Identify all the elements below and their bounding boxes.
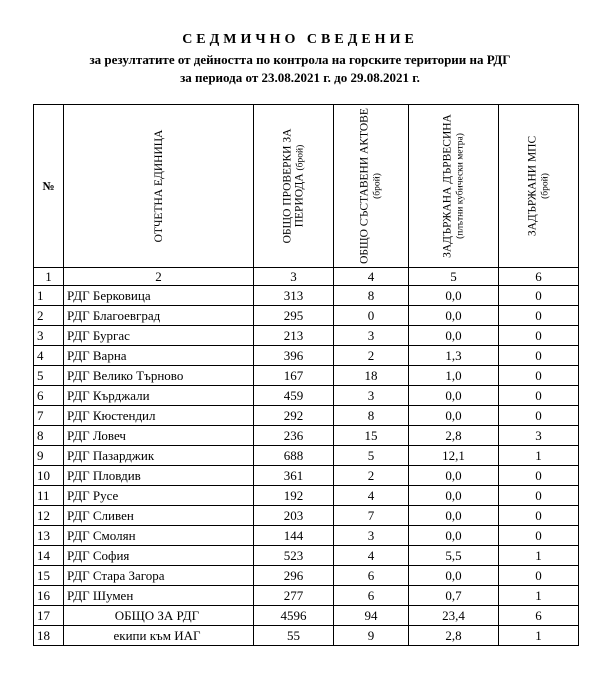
report-table: [33, 104, 579, 646]
row-unit: РДГ Кърджали: [64, 386, 254, 406]
row-checks: 523: [254, 546, 334, 566]
row-unit: РДГ Благоевград: [64, 306, 254, 326]
column-index-row: [34, 268, 579, 286]
row-unit: РДГ Велико Търново: [64, 366, 254, 386]
column-header-checks-unit: (брой): [295, 144, 305, 171]
row-mps: 0: [499, 566, 579, 586]
row-number: 4: [34, 346, 64, 366]
table-row: [34, 426, 579, 446]
table-row: [34, 366, 579, 386]
row-timber: 0,0: [409, 566, 499, 586]
row-checks: 167: [254, 366, 334, 386]
column-header-acts-label: ОБЩО СЪСТАВЕНИ АКТОВЕ: [358, 108, 371, 264]
row-acts: 4: [334, 546, 409, 566]
row-number: 9: [34, 446, 64, 466]
table-row: [34, 566, 579, 586]
column-header-checks-label: ОБЩО ПРОВЕРКИ ЗА ПЕРИОДА: [281, 128, 305, 244]
row-checks: 396: [254, 346, 334, 366]
table-row: [34, 386, 579, 406]
row-unit: РДГ Ловеч: [64, 426, 254, 446]
row-acts: 18: [334, 366, 409, 386]
row-acts: 3: [334, 526, 409, 546]
row-timber: 0,7: [409, 586, 499, 606]
row-acts: 4: [334, 486, 409, 506]
row-number: 15: [34, 566, 64, 586]
column-index: 5: [409, 268, 499, 286]
row-number: 7: [34, 406, 64, 426]
row-mps: 1: [499, 586, 579, 606]
row-mps: 0: [499, 306, 579, 326]
table-body: [34, 286, 579, 646]
column-header-timber: [409, 105, 499, 268]
column-index: 1: [34, 268, 64, 286]
column-header-mps-unit: (брой): [540, 173, 550, 199]
row-number: 10: [34, 466, 64, 486]
row-acts: 9: [334, 626, 409, 646]
row-mps: 0: [499, 486, 579, 506]
column-index: 3: [254, 268, 334, 286]
row-unit: РДГ София: [64, 546, 254, 566]
row-checks: 203: [254, 506, 334, 526]
row-timber: 12,1: [409, 446, 499, 466]
table-row: [34, 326, 579, 346]
row-number: 17: [34, 606, 64, 626]
row-checks: 688: [254, 446, 334, 466]
table-row: [34, 486, 579, 506]
row-acts: 8: [334, 406, 409, 426]
row-checks: 313: [254, 286, 334, 306]
row-mps: 6: [499, 606, 579, 626]
table-row: [34, 346, 579, 366]
row-checks: 277: [254, 586, 334, 606]
document-subtitle: за резултатите от дейността по контрола на горските територии на РДГ: [89, 52, 511, 67]
row-mps: 3: [499, 426, 579, 446]
row-checks: 361: [254, 466, 334, 486]
document-title: СЕДМИЧНО СВЕДЕНИЕ: [182, 32, 418, 47]
row-number: 2: [34, 306, 64, 326]
row-checks: 236: [254, 426, 334, 446]
row-unit: РДГ Варна: [64, 346, 254, 366]
column-header-acts-unit: (брой): [372, 173, 383, 199]
row-timber: 0,0: [409, 306, 499, 326]
row-timber: 23,4: [409, 606, 499, 626]
row-timber: 0,0: [409, 386, 499, 406]
table-row: [34, 306, 579, 326]
table-row: [34, 406, 579, 426]
row-mps: 0: [499, 406, 579, 426]
row-acts: 8: [334, 286, 409, 306]
table-row: [34, 506, 579, 526]
row-mps: 0: [499, 506, 579, 526]
row-acts: 94: [334, 606, 409, 626]
row-timber: 0,0: [409, 326, 499, 346]
row-unit: РДГ Русе: [64, 486, 254, 506]
row-checks: 213: [254, 326, 334, 346]
row-acts: 7: [334, 506, 409, 526]
table-row: [34, 526, 579, 546]
row-timber: 0,0: [409, 466, 499, 486]
table-row: [34, 466, 579, 486]
table-row: [34, 286, 579, 306]
row-unit: РДГ Бургас: [64, 326, 254, 346]
row-checks: 296: [254, 566, 334, 586]
row-timber: 1,0: [409, 366, 499, 386]
row-checks: 4596: [254, 606, 334, 626]
row-number: 14: [34, 546, 64, 566]
row-mps: 1: [499, 546, 579, 566]
row-number: 5: [34, 366, 64, 386]
row-mps: 0: [499, 526, 579, 546]
row-unit: РДГ Стара Загора: [64, 566, 254, 586]
row-number: 8: [34, 426, 64, 446]
column-index: 2: [64, 268, 254, 286]
row-mps: 0: [499, 286, 579, 306]
row-acts: 15: [334, 426, 409, 446]
row-mps: 0: [499, 346, 579, 366]
row-unit: РДГ Смолян: [64, 526, 254, 546]
row-timber: 2,8: [409, 626, 499, 646]
row-acts: 3: [334, 386, 409, 406]
table-row: [34, 446, 579, 466]
row-unit: РДГ Сливен: [64, 506, 254, 526]
column-header-mps: [499, 105, 579, 268]
row-timber: 5,5: [409, 546, 499, 566]
row-mps: 0: [499, 466, 579, 486]
row-checks: 144: [254, 526, 334, 546]
row-timber: 0,0: [409, 286, 499, 306]
row-timber: 2,8: [409, 426, 499, 446]
row-unit: ОБЩО ЗА РДГ: [64, 606, 254, 626]
column-index: 4: [334, 268, 409, 286]
column-header-mps-label: ЗАДЪРЖАНИ МПС: [526, 135, 538, 237]
column-header-acts: [334, 105, 409, 268]
table-header-row: [34, 105, 579, 268]
column-header-unit: [64, 105, 254, 268]
row-mps: 1: [499, 626, 579, 646]
row-timber: 1,3: [409, 346, 499, 366]
row-unit: екипи към ИАГ: [64, 626, 254, 646]
column-header-number: №: [34, 105, 64, 268]
column-header-timber-unit: (плътни кубически метра): [455, 133, 465, 239]
column-header-checks: [254, 105, 334, 268]
row-mps: 0: [499, 386, 579, 406]
row-acts: 2: [334, 466, 409, 486]
row-number: 11: [34, 486, 64, 506]
row-unit: РДГ Шумен: [64, 586, 254, 606]
column-header-unit-label: ОТЧЕТНА ЕДИНИЦА: [152, 129, 165, 243]
row-acts: 6: [334, 566, 409, 586]
row-timber: 0,0: [409, 486, 499, 506]
row-timber: 0,0: [409, 506, 499, 526]
row-acts: 2: [334, 346, 409, 366]
table-row: [34, 586, 579, 606]
row-number: 13: [34, 526, 64, 546]
row-checks: 292: [254, 406, 334, 426]
row-timber: 0,0: [409, 526, 499, 546]
column-header-timber-label: ЗАДЪРЖАНА ДЪРВЕСИНА: [441, 114, 453, 258]
row-number: 3: [34, 326, 64, 346]
document-period: за периода от 23.08.2021 г. до 29.08.2021 г.: [180, 70, 420, 85]
row-acts: 5: [334, 446, 409, 466]
row-unit: РДГ Пловдив: [64, 466, 254, 486]
row-mps: 0: [499, 326, 579, 346]
table-row: [34, 606, 579, 626]
row-mps: 1: [499, 446, 579, 466]
row-unit: РДГ Пазарджик: [64, 446, 254, 466]
row-acts: 0: [334, 306, 409, 326]
row-acts: 6: [334, 586, 409, 606]
row-checks: 55: [254, 626, 334, 646]
row-unit: РДГ Берковица: [64, 286, 254, 306]
row-checks: 459: [254, 386, 334, 406]
column-index: 6: [499, 268, 579, 286]
row-timber: 0,0: [409, 406, 499, 426]
row-checks: 295: [254, 306, 334, 326]
row-checks: 192: [254, 486, 334, 506]
table-row: [34, 626, 579, 646]
row-number: 18: [34, 626, 64, 646]
row-number: 1: [34, 286, 64, 306]
table-row: [34, 546, 579, 566]
row-unit: РДГ Кюстендил: [64, 406, 254, 426]
row-number: 16: [34, 586, 64, 606]
row-number: 12: [34, 506, 64, 526]
row-acts: 3: [334, 326, 409, 346]
row-number: 6: [34, 386, 64, 406]
row-mps: 0: [499, 366, 579, 386]
